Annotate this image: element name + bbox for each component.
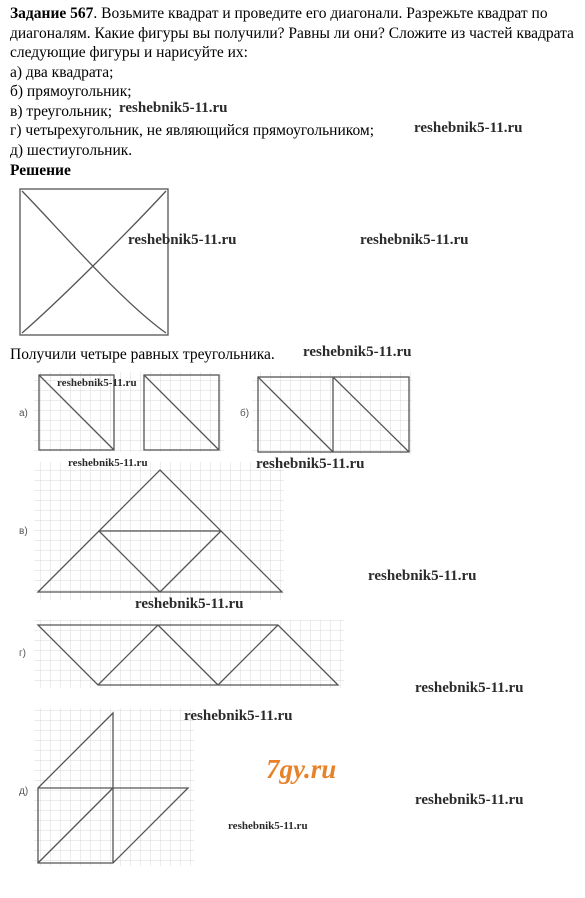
- watermark: reshebnik5-11.ru: [414, 120, 523, 136]
- watermark: reshebnik5-11.ru: [68, 457, 148, 469]
- watermark: reshebnik5-11.ru: [128, 232, 237, 248]
- watermark: reshebnik5-11.ru: [368, 568, 477, 584]
- logo-watermark: 7gy.ru: [266, 754, 337, 784]
- watermark: reshebnik5-11.ru: [57, 377, 137, 389]
- task-item-b: б) прямоугольник;: [10, 83, 132, 100]
- watermark: reshebnik5-11.ru: [415, 792, 524, 808]
- task-number: Задание 567: [10, 5, 94, 22]
- figure-label-a: а): [19, 408, 28, 419]
- task-item-e: д) шестиугольник.: [10, 141, 133, 159]
- watermark: reshebnik5-11.ru: [184, 708, 293, 724]
- solution-heading: Решение: [10, 162, 71, 179]
- task-item-c: в) треугольник;: [10, 102, 113, 120]
- figure-label-e: д): [19, 786, 29, 797]
- watermark: reshebnik5-11.ru: [119, 100, 228, 116]
- watermark: reshebnik5-11.ru: [360, 232, 469, 248]
- solution-result: Получили четыре равных треугольника.: [10, 346, 275, 363]
- figure-b: [252, 372, 412, 454]
- figure-label-b: б): [240, 408, 250, 419]
- watermark: reshebnik5-11.ru: [256, 456, 365, 472]
- task-item-a: а) два квадрата;: [10, 63, 114, 81]
- square-with-diagonals: [20, 189, 168, 335]
- figure-label-d: г): [19, 648, 26, 659]
- figure-e: [34, 708, 194, 866]
- watermark: reshebnik5-11.ru: [303, 344, 412, 360]
- figure-d: [34, 620, 344, 688]
- watermark: reshebnik5-11.ru: [228, 820, 308, 832]
- task-text: . Возьмите квадрат и проведите его диагонали. Разрежьте квадрат по диагоналям. Какие фигуры вы получили? Равны ли они? Сложите из частей квадрата следующие фигуры и нарисуйте их:: [10, 5, 574, 61]
- watermark: reshebnik5-11.ru: [415, 680, 524, 696]
- task-item-d: г) четырехугольник, не являющийся прямоугольником;: [10, 122, 375, 139]
- watermark: reshebnik5-11.ru: [135, 596, 244, 612]
- figure-label-c: в): [19, 526, 28, 537]
- figure-c: [34, 462, 284, 600]
